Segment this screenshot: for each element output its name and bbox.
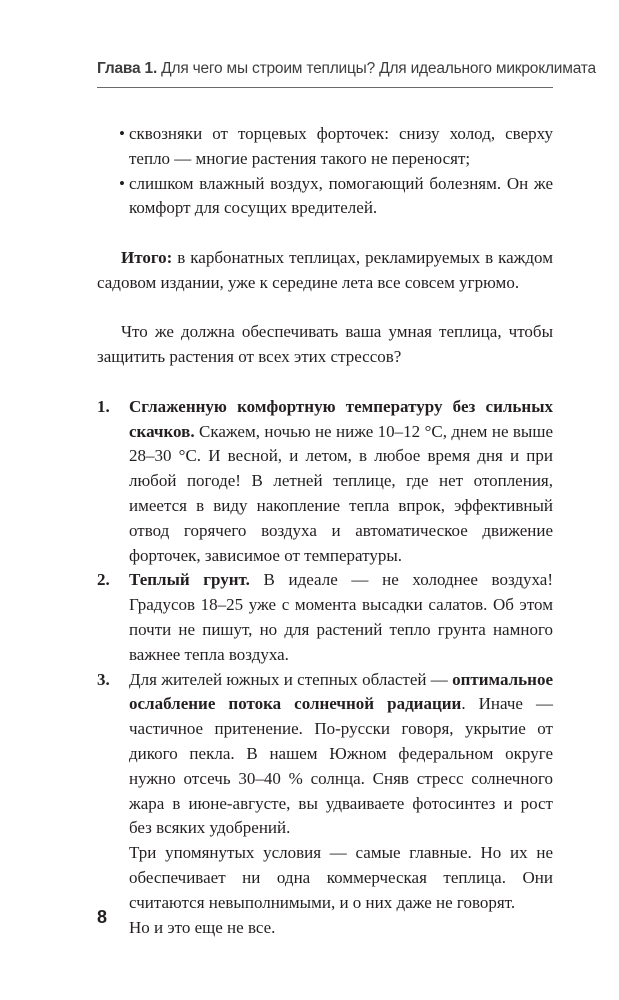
item-number: 3. (97, 669, 110, 689)
item-number: 1. (97, 396, 110, 416)
item-heading: Сглаженную комфортную температуру без сильных скачков. (129, 396, 553, 441)
numbered-item (97, 395, 553, 569)
item-heading: оптимальное ослабление потока солнечной радиации (129, 669, 553, 714)
item-number: 2. (97, 570, 110, 590)
item-text: . Иначе — частичное притенение. По-русски говоря, укрытие от дикого пекла. В нашем Южном федеральном округе нужно отсечь 30–40 % солнца. Сняв стресс солнечного жара в июне-августе, вы удваиваете фотосинтез и рост без всяких удобрений. (129, 694, 553, 838)
header-rule (97, 87, 553, 88)
summary-text: в карбонатных теплицах, рекламируемых в каждом садовом издании, уже к середине лета все совсем угрюмо. (97, 247, 553, 292)
summary-lead: Итого: (121, 247, 173, 267)
item-text: Скажем, ночью не ниже 10–12 °C, днем не выше 28–30 °C. И весной, и летом, в любое время дня и при любой погоде! В летней теплице, где нет отопления, имеется в виду накопление тепла впрок, эффективный отвод горячего воздуха и автоматическое движение форточек, зависимое от температуры. (129, 421, 553, 565)
bullet-text: сквозняки от торцевых форточек: снизу холод, сверху тепло — многие растения такого не переносят; (129, 124, 553, 168)
question-paragraph: Что же должна обеспечивать ваша умная теплица, чтобы защитить растения от всех этих стрессов? (97, 322, 553, 367)
chapter-label: Глава 1. (97, 60, 158, 77)
chapter-title: Для чего мы строим теплицы? Для идеального микроклимата (161, 60, 596, 77)
numbered-item (97, 668, 553, 941)
numbered-item (97, 568, 553, 667)
item-continuation: Но и это еще не все. (129, 917, 276, 937)
bullet-marker: • (119, 173, 125, 193)
bullet-item (97, 172, 553, 222)
item-heading: Теплый грунт. (129, 570, 250, 590)
bullet-text: слишком влажный воздух, помогающий болезням. Он же комфорт для сосущих вредителей. (129, 173, 553, 218)
bullet-item (97, 122, 553, 172)
bullet-marker: • (119, 124, 125, 143)
item-pre-text: Для жителей южных и степных областей — (129, 669, 453, 689)
running-header (97, 60, 596, 78)
item-text: В идеале — не холоднее воздуха! Градусов 18–25 уже с момента высадки салатов. Об этом почти не пишут, но для растений тепло грунта намного важнее тепла воздуха. (129, 570, 553, 664)
item-continuation: Три упомянутых условия — самые главные. Но их не обеспечивает ни одна коммерческая теплица. Они считаются невыполнимыми, и о них даже не говорят. (129, 843, 553, 912)
numbered-list (97, 395, 553, 941)
page-body (97, 122, 553, 940)
bullet-list (97, 122, 553, 221)
page-number: 8 (97, 907, 108, 927)
summary-paragraph (97, 246, 553, 296)
